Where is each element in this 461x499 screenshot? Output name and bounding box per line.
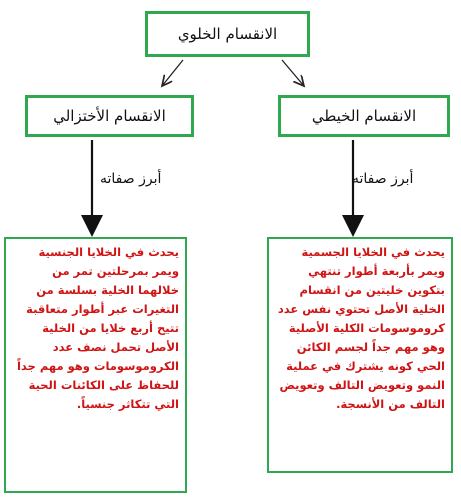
mitosis-feature-label: أبرز صفاته — [352, 171, 414, 187]
meiosis-description-box — [4, 237, 187, 493]
root-node-label: الانقسام الخلوي — [177, 25, 278, 43]
mitosis-node-label: الانقسام الخيطي — [311, 107, 417, 125]
meiosis-feature-label: أبرز صفاته — [100, 171, 162, 187]
arrow-root-to-meiosis — [162, 60, 183, 86]
mitosis-description-box — [267, 237, 453, 473]
mitosis-description-text: يحدث في الخلايا الجسمية ويمر بأربعة أطوار تنتهي بتكوين خليتين من انقسام الخلية الأصل تحتوي نفس عدد كروموسومات الكلية الأصلية وهو مهم جداً لجسم الكائن الحي كونه يشترك في عملية النمو وتعويض التالف وتعويض التالف من الأنسجة. — [277, 245, 445, 411]
arrow-root-to-mitosis — [282, 60, 304, 86]
mitosis-node-box — [278, 95, 450, 137]
meiosis-node-box — [25, 95, 194, 137]
meiosis-node-label: الانقسام الأختزالي — [53, 107, 166, 125]
meiosis-description-text: يحدث في الخلايا الجنسية ويمر بمرحلتين تمر من خلالهما الخلية بسلسة من التغيرات عبر أطوار متعاقبة تتيح أربع خلايا من الخلية الأصل تحمل نصف عدد الكروموسومات وهو مهم جداً للحفاظ على الكائنات الحية التي تتكاثر جنسياً. — [16, 245, 179, 411]
root-node-box — [145, 11, 310, 57]
